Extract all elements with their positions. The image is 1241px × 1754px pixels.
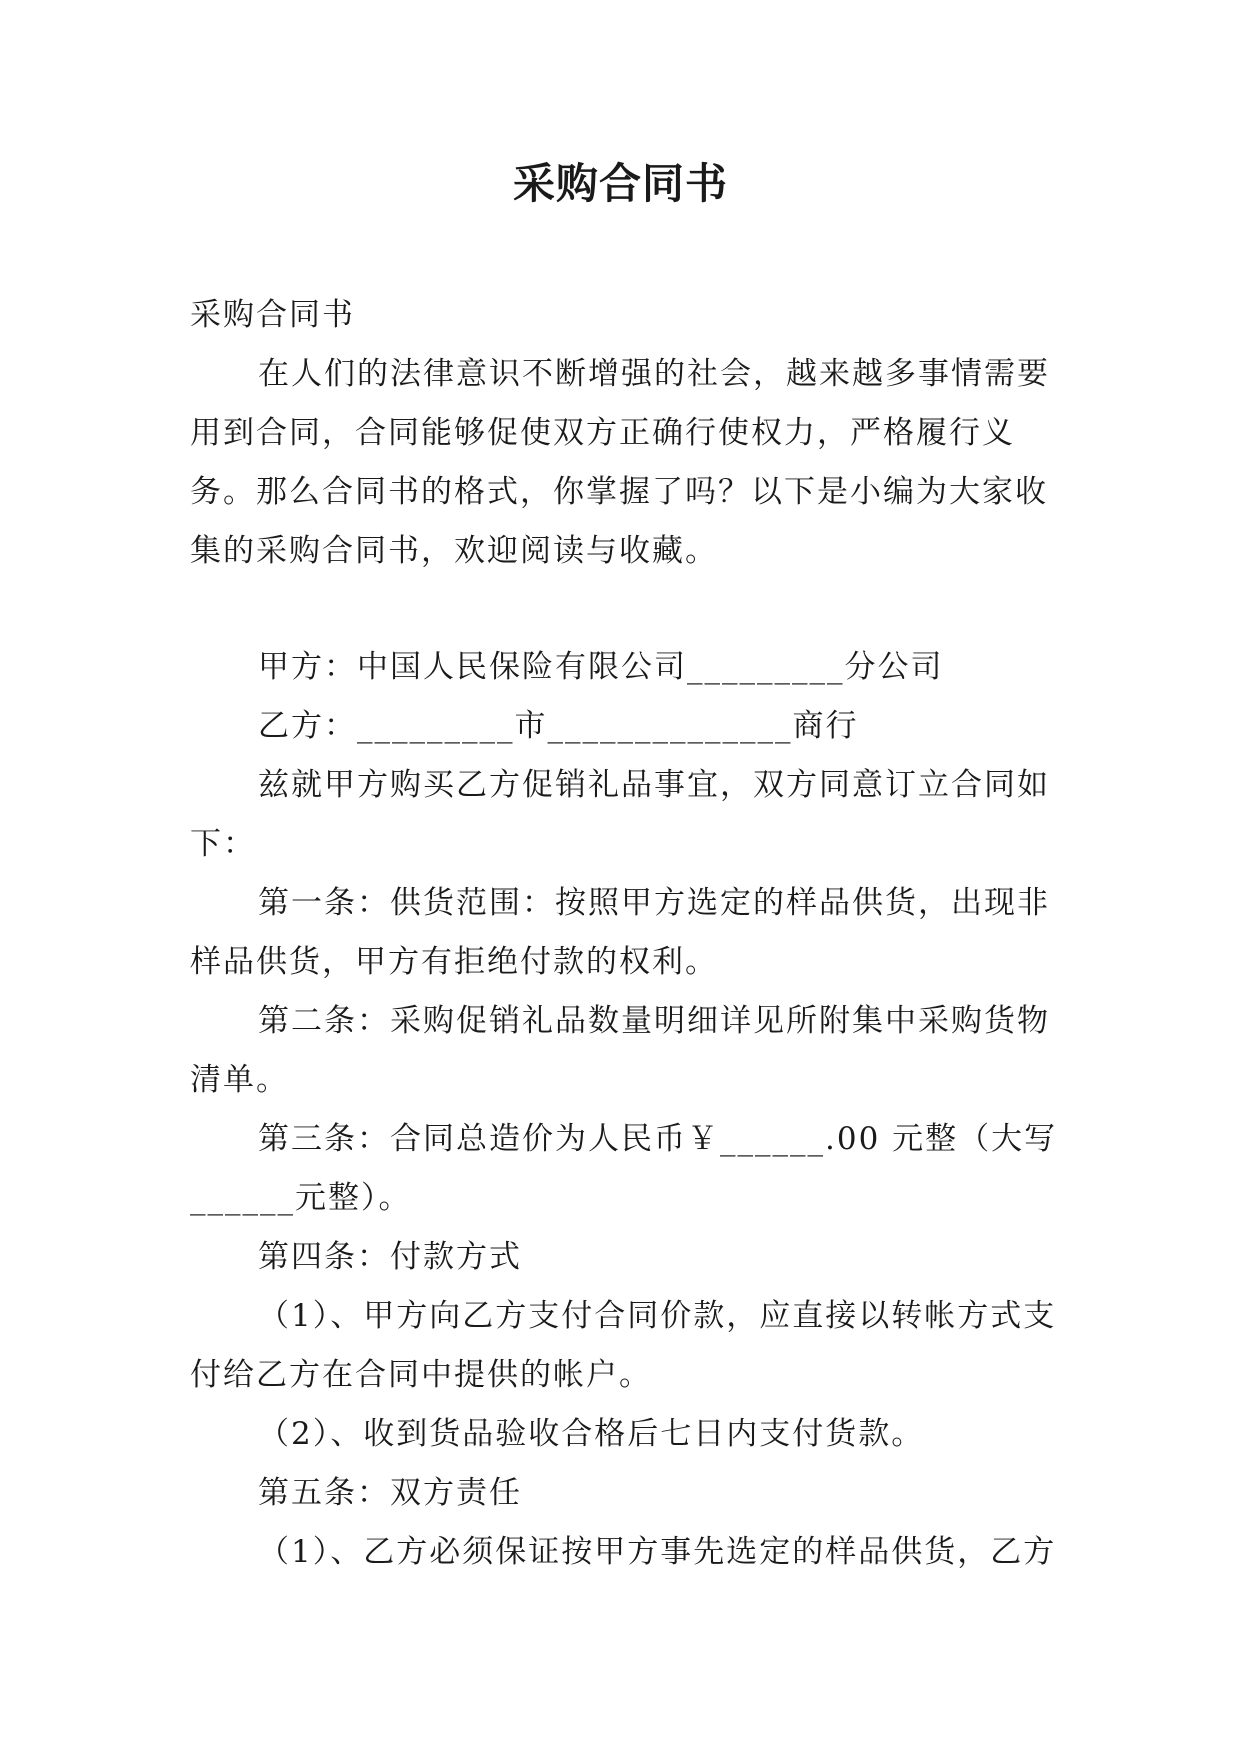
preamble-paragraph: 兹就甲方购买乙方促销礼品事宜，双方同意订立合同如下：	[190, 767, 1050, 862]
article-5-heading: 第五条：双方责任	[258, 1475, 522, 1511]
article-4-item-1: （1）、甲方向乙方支付合同价款，应直接以转帐方式支付给乙方在合同中提供的帐户。	[190, 1298, 1057, 1393]
article-3: 第三条：合同总造价为人民币￥______.00 元整（大写______元整）。	[190, 1121, 1058, 1216]
document-subtitle: 采购合同书	[190, 297, 355, 333]
document-title: 采购合同书	[512, 159, 728, 208]
article-5-item-1: （1）、乙方必须保证按甲方事先选定的样品供货，乙方	[258, 1534, 1057, 1570]
party-a-line: 甲方：中国人民保险有限公司_________分公司	[258, 649, 944, 685]
article-2: 第二条：采购促销礼品数量明细详见所附集中采购货物清单。	[190, 1003, 1050, 1098]
intro-section	[190, 286, 1060, 581]
article-1: 第一条：供货范围：按照甲方选定的样品供货，出现非样品供货，甲方有拒绝付款的权利。	[190, 885, 1050, 980]
article-4-heading: 第四条：付款方式	[258, 1239, 522, 1275]
intro-paragraph: 在人们的法律意识不断增强的社会，越来越多事情需要用到合同，合同能够促使双方正确行使权力，严格履行义务。那么合同书的格式，你掌握了吗？以下是小编为大家收集的采购合同书，欢迎阅读与收藏。	[190, 356, 1050, 569]
party-b-line: 乙方：_________市______________商行	[258, 708, 859, 744]
article-4-item-2: （2）、收到货品验收合格后七日内支付货款。	[258, 1416, 925, 1452]
contract-body	[190, 638, 1060, 1582]
